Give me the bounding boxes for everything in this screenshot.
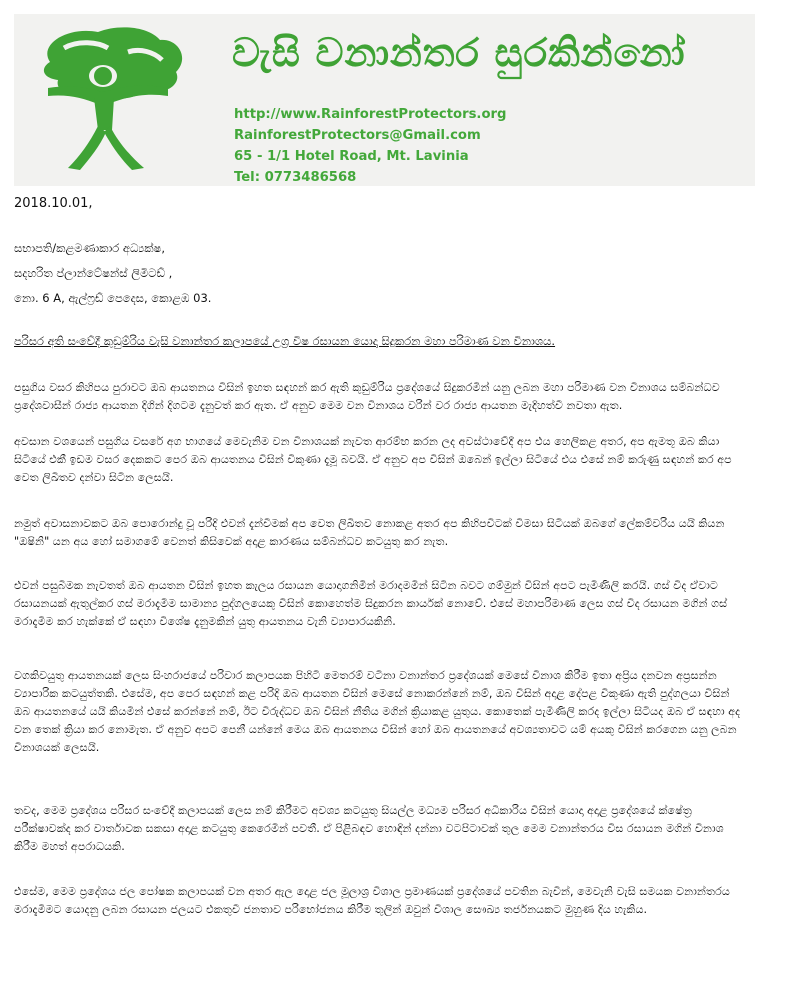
- paragraph-2: අවසාන වශයෙන් පසුගිය වසරේ අග භාගයේ මෙවැනිම වන විනාශයක් නැවත ආරම්භ කරන ලද අවස්ථාවේදී අප එය හෙලිකළ අතර, අප ඇමතූ ඔබ කියා සිටියේ එකී ඉඩම වසර දෙකකට පෙර ඔබ ආයතනය විසින් විකුණා දැමූ බවයි. ඒ අනුව අප විසින් ඔබෙන් ඉල්ලා සිටියේ එය එසේ නම් කරුණු සඳහන් කර අප වෙත ලිඛිතව දන්වා සිටින ලෙසයි.: [14, 435, 732, 484]
- paragraph-6: තවද, මෙම ප්‍රදේශය පරිසර සංවේදී කලාපයක් ලෙස නම් කිරීමට අවශ්‍ය කටයුතු සියල්ල මධ්‍යම පරිසර අධිකාරිය විසින් යොදා අදාළ ප්‍රදේශයේ ක්ෂේත්‍ර පරීක්ෂාවක්ද කර වාර්තාවක සකසා අදාළ කටයුතු කෙරෙමින් පවතී. ඒ පිළිබඳව හොඳින් දන්නා වටපිටාවක් තුල මෙම වනාන්තරය විස රසායන මගින් විනාශ කිරීම මහත් අපරාධයකි.: [14, 804, 724, 853]
- paragraph-1: පසුගිය වසර කිහිපය පුරාවට ඔබ ආයතනය විසින් ඉහත සඳහන් කර ඇති කුඩුම්රිය ප්‍රදේශයේ සිදුකරමින් යනු ලබන මහා පරිමාණ වන විනාශය සම්බන්ධව ප්‍රදේශවාසීන් රාජ්‍ය ආයතන දිගින් දිගටම දැනුවත් කර ඇත. ඒ අනුව මෙම වන විනාශය වරින් වර රාජ්‍ය ආයතන මැදිහත්වී නවතා ඇත.: [14, 381, 720, 412]
- paragraph-3: නමුත් අවාසනාවකට ඔබ පොරොන්දු වූ පරිදි එවන් දැන්වීමක් අප වෙත ලිඛිතව නොකළ අතර අප කිහිපවිටක් විමසා සිටියක් ඔබගේ ලේකම්වරිය යයි කියන "ඔෂිනි" යන අය හෝ සමාගමේ වෙනත් කිසිවෙක් අදාළ කාරණය සම්බන්ධව කටයුතු කර නැත.: [14, 517, 725, 548]
- recipient-line-1: සභාපති/කළමණාකාර අධ්‍යක්ෂ,: [14, 241, 166, 255]
- paragraph-7: එසේම, මෙම ප්‍රදේශය ජල පෝෂක කලාපයක් වන අතර ඇල දොළ ජල මූලාශ්‍ර විශාල ප්‍රමාණයක් ප්‍රදේශයේ පවතින බැවින්, මෙවැනි වැසි සමයක වනාන්තරය මරාදැමීමට යොදනු ලබන රසායන ජලයට එකතුවී ජනතාව පරිභෝජනය කිරීම තුලින් ඔවුන් විශාල සෞඛ්‍ය තර්ජනයකට මුහුණ දිය හැකිය.: [14, 885, 730, 916]
- recipient-line-3: නො. 6 A, ඇල්ෆ්‍රඩ් පෙදෙස, කොළඹ 03.: [14, 291, 212, 305]
- org-name: වැසි වනාන්තර සුරකින්නෝ: [232, 30, 686, 76]
- letter-date: 2018.10.01,: [14, 196, 93, 211]
- paragraph-4: එවන් පසුබිමක නැවතත් ඔබ ආයතන විසින් ඉහත කැලය රසායන යොදාගනිමින් මරාදමමින් සිටින බවට ගම්මුන් විසින් අපට පැමිණිලි කරයි. ගස් විද ඒවාට රසායනයක් ඇතුල්කර ගස් මරාදැමීම සාමාන්‍ය පුද්ගලයෙකු විසින් කොහෙත්ම සිදුකරන කාර්යක් නොවේ. එසේ මහාපරිමාණ ලෙස ගස් විද රසායන මගින් ගස් මරාදැමීම කර හැක්කේ ඒ සඳහා විශේෂ දැනුමකින් යුතු ආයතනය වැනි ව්‍යාපාරයකිනි.: [14, 579, 728, 628]
- address-text: 65 - 1/1 Hotel Road, Mt. Lavinia: [234, 149, 469, 164]
- contact-block: [234, 104, 506, 188]
- tree-person-logo-icon: [28, 22, 198, 172]
- email-link[interactable]: RainforestProtectors@Gmail.com: [234, 128, 481, 143]
- website-link[interactable]: http://www.RainforestProtectors.org: [234, 107, 507, 122]
- paragraph-5: වගකිවයුතු ආයතනයක් ලෙස සිංහරාජයේ පරිවාර කලාපයක පිහිටි මෙතරම් වටිනා වනාන්තර ප්‍රදේශයක් මෙසේ විනාශ කිරීම ඉතා අප්‍රිය දනවන අප්‍රසන්න ව්‍යාපාරික කටයුත්තකි. එසේම, අප පෙර සඳහන් කළ පරිදි ඔබ ආයතන විසින් මෙසේ නොකරන්නේ නම්, ඔබ විසින් අදාළ දේපළ විකුණා ඇති පුද්ගලයා විසින් ඔබ ආයතනයේ යයි කියමින් එසේ කරන්නේ නම්, ඊට විරුද්ධව ඔබ විසින් නීතිය මගින් ක්‍රියාකළ යුතුය. කොතෙක් පැමිණිලි කරද ඉල්ලා සිටියද ඔබ ඒ සඳහා අද වන තෙක් ක්‍රියා කර නොමැත. ඒ අනුව අපට පෙනී යන්නේ මෙය ඔබ ආයතනය විසින් හෝ ඔබ ආයතනයේ අවශ්‍යතාවට යම් අයකු විසින් කරගෙන යනු ලබන විනාශයක් ලෙසයි.: [14, 669, 741, 754]
- recipient-line-2: සදහරිත ප්ලාන්ටේෂන්ස් ලිමිටඩ් ,: [14, 266, 173, 280]
- phone-text: Tel: 0773486568: [234, 170, 357, 185]
- letter-subject: පරිසර අති සංවේදී කුඩුම්රිය වැසි වනාන්තර කලාපයේ උග්‍ර විෂ රසායන යොදා සිදුකරන මහා පරිමාණ වන විනාශය.: [14, 334, 556, 348]
- letterhead: [14, 14, 755, 186]
